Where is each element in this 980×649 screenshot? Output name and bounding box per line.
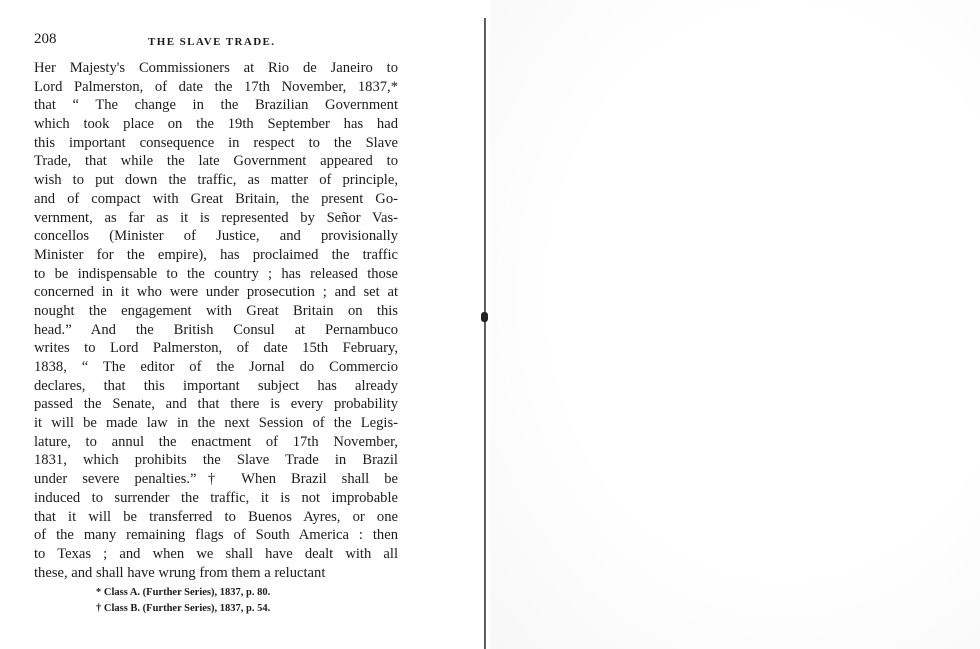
right-page — [490, 0, 980, 649]
text-line: declares, that this important subject has already — [34, 377, 398, 394]
text-line: lature, to annul the enactment of 17th November, — [34, 433, 398, 450]
text-line: that “ The change in the Brazilian Government — [34, 97, 398, 114]
footnote: * Class A. (Further Series), 1837, p. 80. — [96, 587, 271, 598]
left-page — [0, 0, 482, 649]
text-line: Her Majesty's Commissioners at Rio de Janeiro to — [34, 60, 398, 76]
text-line: these, and shall have wrung from them a reluctant — [34, 564, 326, 581]
left-running-title: THE SLAVE TRADE. — [148, 36, 276, 48]
text-line: Lord Palmerston, of date the 17th November, 1837,* — [34, 78, 398, 95]
text-line: and of compact with Great Britain, the present Go- — [34, 190, 398, 207]
text-line: under severe penalties.”† When Brazil shall be — [34, 471, 398, 488]
text-line: head.” And the British Consul at Pernambuco — [34, 321, 398, 338]
book-gutter — [484, 18, 486, 649]
text-line: writes to Lord Palmerston, of date 15th February, — [34, 340, 398, 357]
text-line: passed the Senate, and that there is every probability — [34, 396, 398, 413]
text-line: 1831, which prohibits the Slave Trade in Brazil — [34, 452, 398, 469]
left-body-text — [34, 59, 398, 582]
text-line: Minister for the empire), has proclaimed the traffic — [34, 246, 398, 263]
text-line: 1838, “ The editor of the Jornal do Commercio — [34, 359, 398, 375]
text-line: which took place on the 19th September has had — [34, 116, 398, 133]
gutter-binding-mark — [481, 312, 488, 322]
text-line: concerned in it who were under prosecution ; and set at — [34, 284, 398, 301]
text-line: that it will be transferred to Buenos Ayres, or one — [34, 508, 398, 525]
text-line: wish to put down the traffic, as matter of principle, — [34, 172, 398, 189]
text-line: this important consequence in respect to the Slave — [34, 134, 398, 151]
text-line: concellos (Minister of Justice, and provisionally — [34, 228, 398, 245]
text-line: Trade, that while the late Government appeared to — [34, 153, 398, 170]
text-line: of the many remaining flags of South America : then — [34, 527, 398, 544]
text-line: it will be made law in the next Session of the Legis- — [34, 415, 398, 432]
text-line: induced to surrender the traffic, it is not improbable — [34, 489, 398, 506]
left-footnotes — [96, 585, 270, 617]
text-line: nought the engagement with Great Britain on this — [34, 302, 398, 319]
footnote: † Class B. (Further Series), 1837, p. 54. — [96, 603, 271, 614]
left-page-number: 208 — [34, 31, 57, 47]
text-line: vernment, as far as it is represented by Señor Vas- — [34, 209, 398, 226]
text-line: to Texas ; and when we shall have dealt with all — [34, 545, 398, 562]
text-line: to be indispensable to the country ; has released those — [34, 265, 398, 282]
